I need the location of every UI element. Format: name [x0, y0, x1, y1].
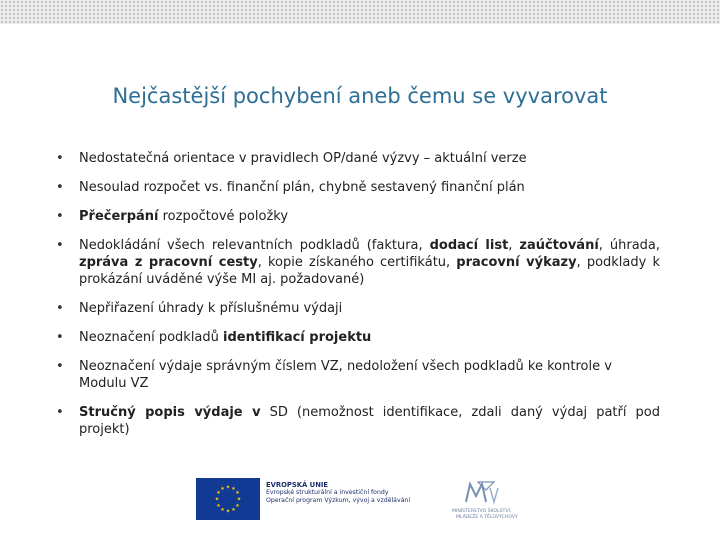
bullet-text: Nepřiřazení úhrady k příslušnému výdaji — [79, 301, 343, 316]
bullet-text: Nesoulad rozpočet vs. finanční plán, chybně sestavený finanční plán — [79, 180, 525, 195]
msmt-logo — [448, 478, 538, 522]
bullet-item — [56, 404, 660, 438]
bullet-emphasis: zpráva z pracovní cesty — [79, 255, 258, 270]
eu-label: EVROPSKÁ UNIE — [266, 481, 329, 489]
bullet-text: Nedokládání všech relevantních podkladů (faktura, — [79, 238, 430, 253]
bullet-emphasis: dodací list — [429, 238, 509, 253]
bullet-item — [56, 358, 660, 392]
slide-title: Nejčastější pochybení aneb čemu se vyvarovat — [112, 84, 608, 108]
bullet-emphasis: Stručný popis výdaje v — [79, 405, 261, 420]
bullet-emphasis: Přečerpání — [79, 209, 159, 224]
bullet-item — [56, 179, 660, 196]
svg-text:★: ★ — [235, 490, 240, 496]
bullet-emphasis: pracovní výkazy — [456, 255, 577, 270]
esif-label: Evropské strukturální a investiční fondy — [266, 489, 389, 497]
msmt-line1: MINISTERSTVO ŠKOLSTVÍ, — [452, 509, 512, 514]
bullet-text: , úhrada, — [598, 238, 661, 253]
bullet-item — [56, 329, 660, 346]
svg-text:★: ★ — [214, 496, 220, 503]
svg-text:★: ★ — [216, 490, 221, 496]
bullet-item — [56, 150, 660, 167]
bullet-text: Nedostatečná orientace v pravidlech OP/dané výzvy – aktuální verze — [79, 151, 527, 166]
bullet-text: , podklady k prokázání uváděné výše MI aj. požadované) — [79, 255, 660, 287]
bullet-text: , — [508, 238, 520, 253]
svg-text:★: ★ — [236, 496, 242, 503]
footer-logos — [196, 478, 536, 522]
bullet-text: Neoznačení výdaje správným číslem VZ, nedoložení všech podkladů ke kontrole v Modulu VZ — [79, 359, 612, 391]
svg-text:★: ★ — [231, 486, 236, 492]
svg-text:★: ★ — [216, 503, 221, 509]
op-label: Operační program Výzkum, vývoj a vzdělávání — [266, 497, 411, 505]
eu-flag-icon — [196, 478, 260, 520]
bullet-item — [56, 300, 660, 317]
bullet-emphasis: identifikací projektu — [223, 330, 372, 345]
eu-stars-icon — [196, 478, 260, 520]
eu-logo-text — [266, 481, 436, 506]
bullet-emphasis: zaúčtování — [519, 238, 599, 253]
svg-text:★: ★ — [220, 486, 225, 492]
svg-text:★: ★ — [225, 484, 231, 491]
bullet-text: , kopie získaného certifikátu, — [257, 255, 457, 270]
bullet-text: Neoznačení podkladů — [79, 330, 224, 345]
svg-text:★: ★ — [220, 507, 225, 513]
svg-text:★: ★ — [225, 508, 231, 515]
top-decorative-band — [0, 0, 720, 24]
svg-text:★: ★ — [231, 507, 236, 513]
msmt-logo-icon — [448, 478, 538, 522]
bullet-text: SD (nemožnost identifikace, zdali daný výdaj patří pod projekt) — [79, 405, 660, 437]
bullet-text: rozpočtové položky — [158, 209, 289, 224]
svg-text:★: ★ — [235, 503, 240, 509]
msmt-line2: MLÁDEŽE A TĚLOVÝCHOVY — [456, 515, 518, 520]
bullet-list — [56, 150, 660, 438]
bullet-item — [56, 208, 660, 225]
bullet-item — [56, 237, 660, 288]
